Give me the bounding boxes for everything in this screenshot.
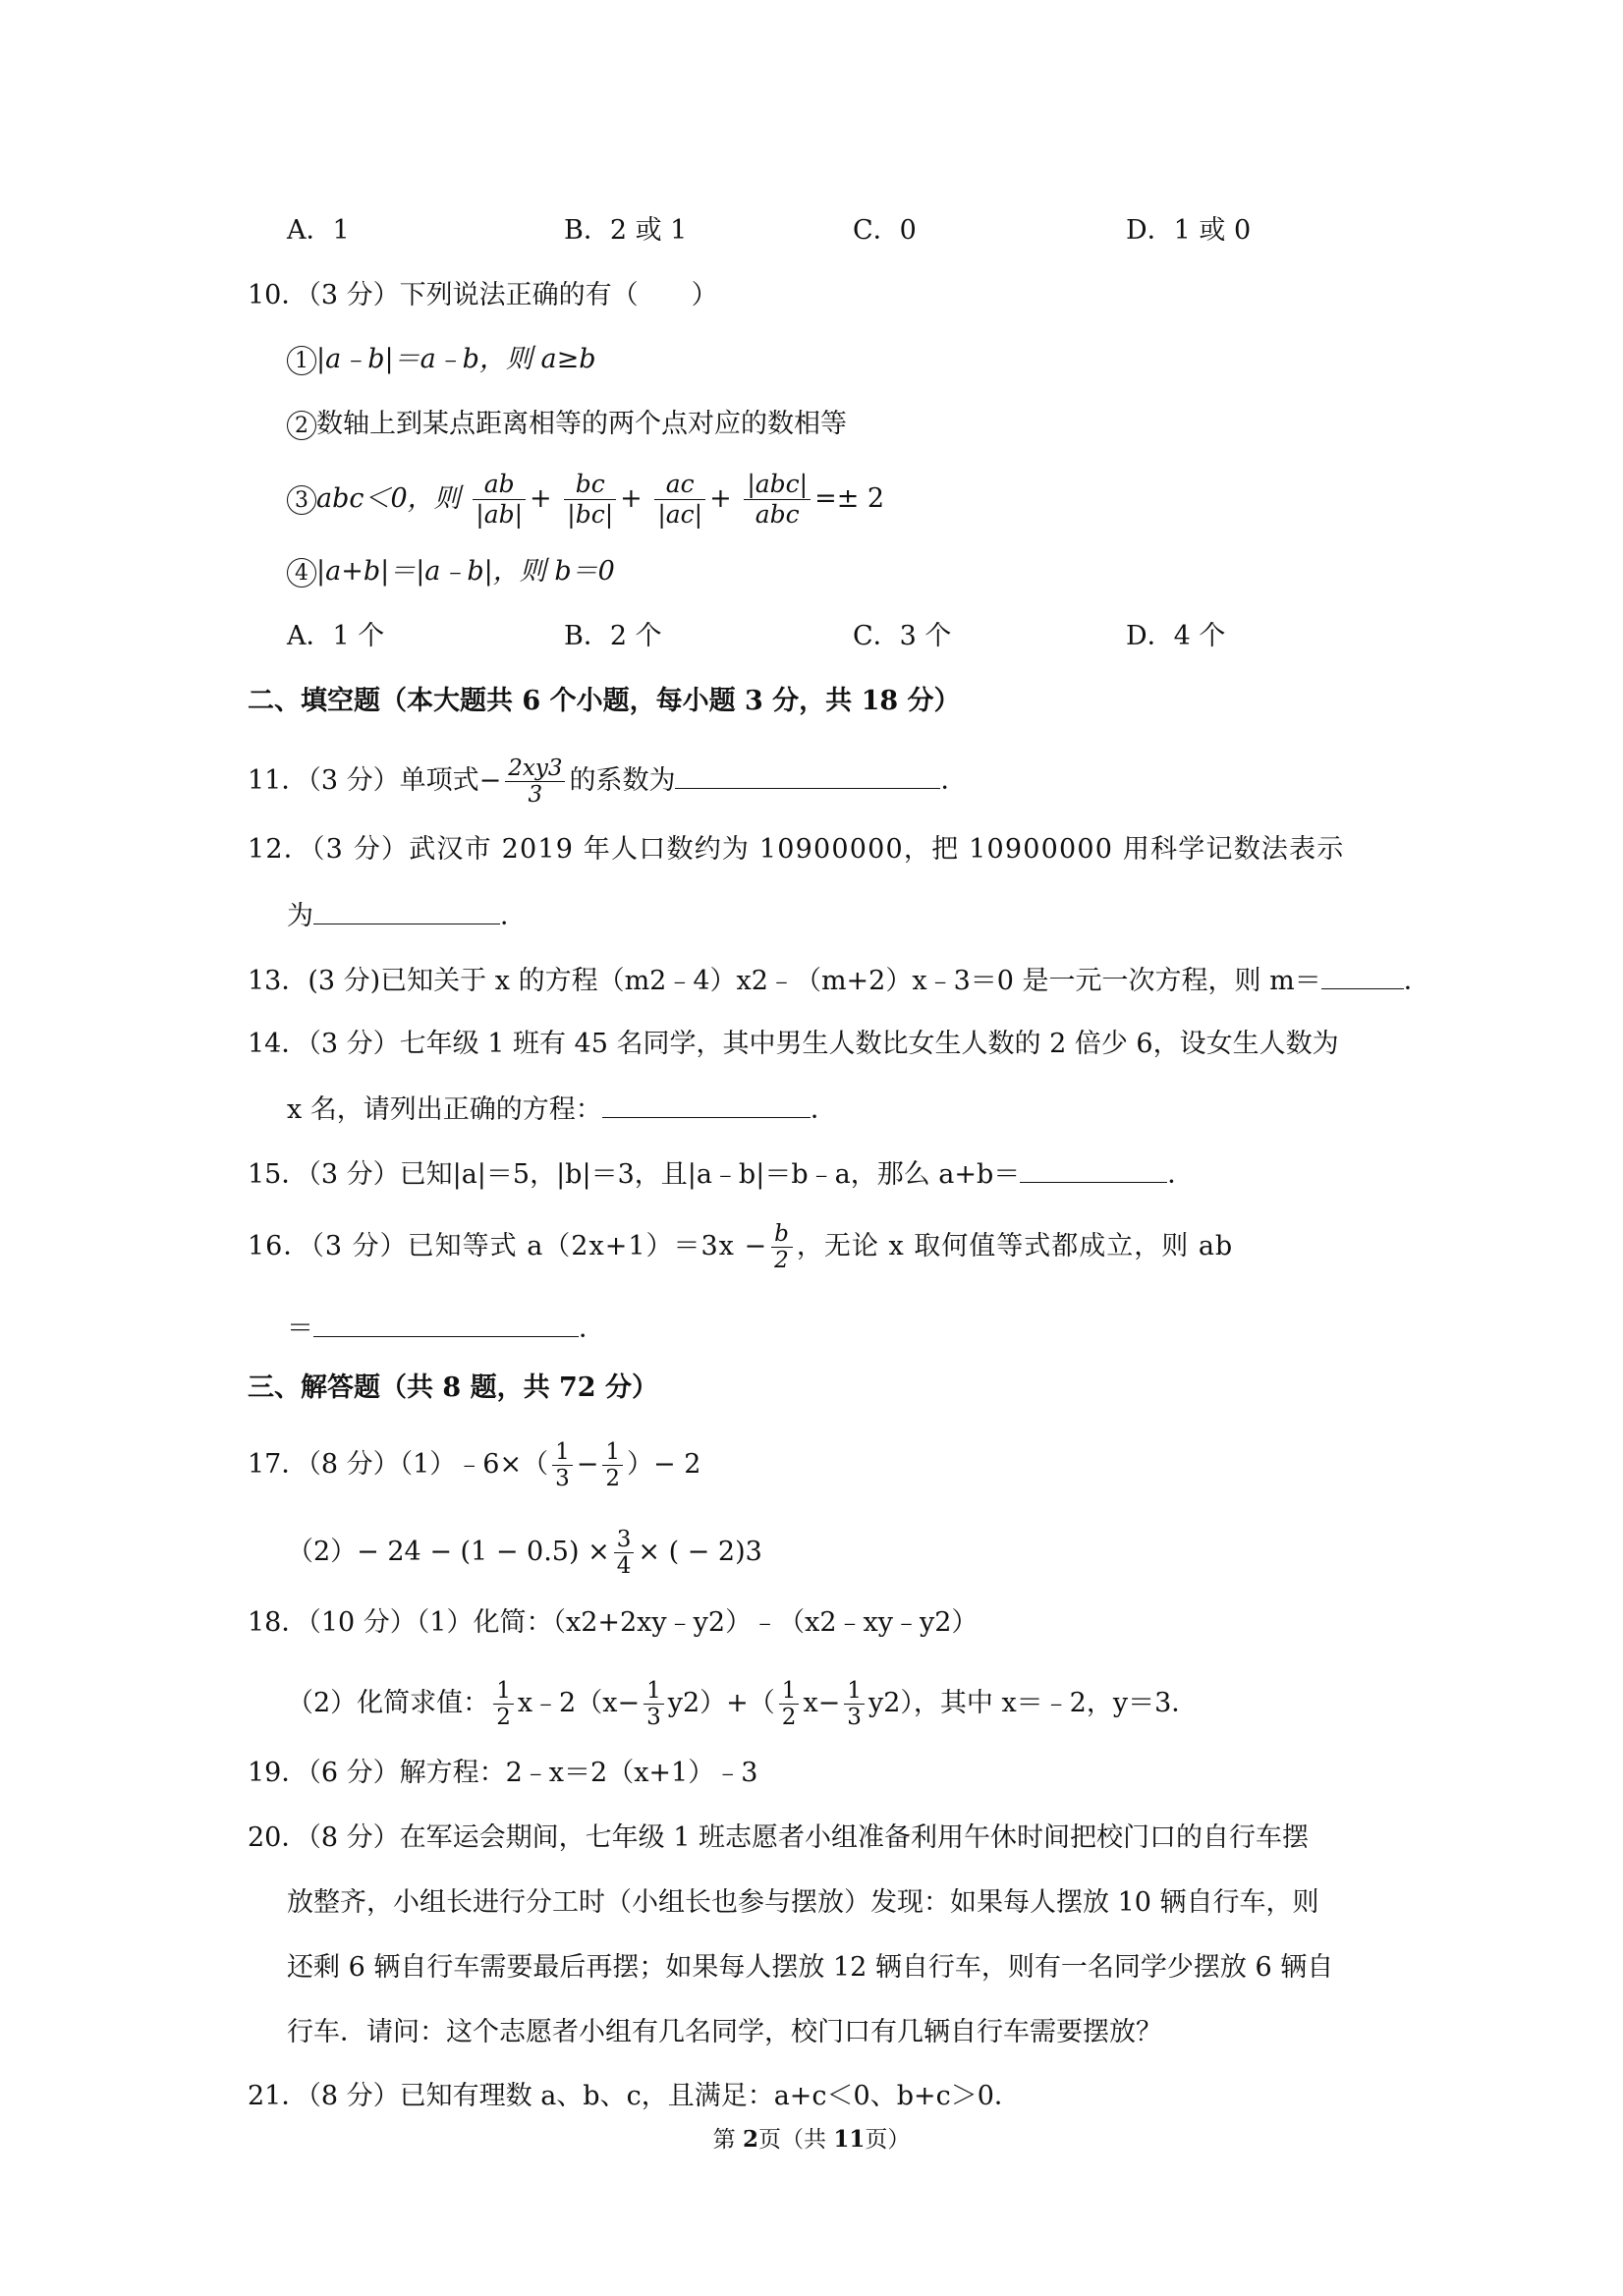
q20-line-1: 20．（8 分）在军运会期间，七年级 1 班志愿者小组准备利用午休时间把校门口的自行车摆 [248, 1822, 1309, 1853]
q16-line-2: ＝ ． [287, 1309, 605, 1349]
circled-number-1: 1 [287, 346, 316, 375]
q17-part-2: （2）− 24 − (1 − 0.5) × $\frac{3}{4}$ × ( − 2)3 [287, 1527, 762, 1579]
q18-part-2: （2）化简求值： $\frac{1}{2}$ x﹣2（x− $\frac{1}{3}$ y2）+（ $\frac{1}{2}$ x− $\frac{1}{3}$ y2），其中 x＝﹣2，y＝3． [287, 1678, 1199, 1730]
page-number: 2 [742, 2126, 758, 2153]
q18-part-1: 18．（10 分）（1）化简：（x2+2xy﹣y2）﹣（x2﹣xy﹣y2） [248, 1607, 979, 1638]
circled-number-2: 2 [287, 411, 316, 440]
fraction-1-over-3: $\frac{1}{3}$ [644, 1678, 664, 1730]
q15-answer-blank[interactable] [1020, 1154, 1167, 1183]
q14-line-2: x 名，请列出正确的方程： ． [287, 1090, 837, 1130]
q17-part-1: 17．（8 分）（1）﹣6×（ $\frac{1}{3}$ − $\frac{1}{2}$ ）− 2 [248, 1439, 701, 1491]
q9-option-b: B．2 或 1 [564, 215, 688, 246]
q10-option-a: A．1 个 [287, 621, 385, 651]
total-pages: 11 [833, 2126, 866, 2153]
q10-statement-1: 1 |a﹣b|＝a﹣b，则 a≥b [287, 340, 596, 379]
q14-answer-blank[interactable] [602, 1090, 811, 1118]
q11: 11．（3 分）单项式− $\frac{2xy3}{3}$ 的系数为 ． [248, 756, 968, 808]
q12-answer-blank[interactable] [313, 896, 500, 924]
fraction-3-over-4: $\frac{3}{4}$ [614, 1527, 635, 1579]
q20-line-2: 放整齐，小组长进行分工时（小组长也参与摆放）发现：如果每人摆放 10 辆自行车，则 [287, 1887, 1319, 1918]
circled-number-4: 4 [287, 558, 316, 588]
q21: 21．（8 分）已知有理数 a、b、c，且满足：a+c＜0、b+c＞0． [248, 2081, 1021, 2111]
q12-line-2: 为 ． [287, 896, 527, 936]
q20-line-3: 还剩 6 辆自行车需要最后再摆；如果每人摆放 12 辆自行车，则有一名同学少摆放 6 辆自 [287, 1952, 1334, 1983]
q20-line-4: 行车．请问：这个志愿者小组有几名同学，校门口有几辆自行车需要摆放？ [287, 2017, 1162, 2047]
q13: 13．(3 分)已知关于 x 的方程（m2﹣4）x2﹣（m+2）x﹣3＝0 是一元一次方程，则 m＝ ． [248, 961, 1430, 1001]
q16-line-1: 16．（3 分）已知等式 a（2x+1）＝3x − $\frac{b}{2}$ ，无论 x 取何值等式都成立，则 ab [248, 1221, 1234, 1273]
fraction-1-over-3: $\frac{1}{3}$ [552, 1439, 573, 1491]
q10-option-b: B．2 个 [564, 621, 662, 651]
fraction-2xy3-over-3: $\frac{2xy3}{3}$ [505, 756, 565, 808]
section-2-heading: 二、填空题（本大题共 6 个小题，每小题 3 分，共 18 分） [248, 686, 961, 716]
q10-statement-2: 2 数轴上到某点距离相等的两个点对应的数相等 [287, 405, 847, 444]
q9-option-c: C．0 [853, 215, 917, 246]
fraction-ab-over-abs-ab: $\frac{ab}{|ab|}$ [473, 470, 526, 530]
fraction-1-over-2: $\frac{1}{2}$ [493, 1678, 514, 1730]
q19: 19．（6 分）解方程：2﹣x＝2（x+1）﹣3 [248, 1758, 758, 1788]
q14-line-1: 14．（3 分）七年级 1 班有 45 名同学，其中男生人数比女生人数的 2 倍少 6，设女生人数为 [248, 1029, 1339, 1059]
circled-number-3: 3 [287, 485, 316, 515]
q10-statement-4: 4 |a+b|＝|a﹣b|，则 b＝0 [287, 552, 615, 591]
fraction-ac-over-abs-ac: $\frac{ac}{|ac|}$ [654, 470, 705, 530]
q10-option-d: D．4 个 [1126, 621, 1226, 651]
q11-answer-blank[interactable] [675, 760, 940, 789]
q10-stem: 10．（3 分）下列说法正确的有（ ） [248, 280, 718, 310]
q16-answer-blank[interactable] [313, 1309, 579, 1337]
page-footer: 第 2页（共 11页） [712, 2126, 911, 2153]
fraction-1-over-2: $\frac{1}{2}$ [779, 1678, 800, 1730]
q10-option-c: C．3 个 [853, 621, 952, 651]
q15: 15．（3 分）已知|a|＝5，|b|＝3，且|a﹣b|＝b﹣a，那么 a+b＝ ． [248, 1154, 1194, 1195]
q9-option-a: A．1 [287, 215, 350, 246]
q10-statement-3: 3 abc＜0，则 $\frac{ab}{|ab|}$ + $\frac{bc}{|bc|}$ + $\frac{ac}{|ac|}$ + |abc| abc =± 2 [287, 460, 884, 538]
q12-line-1: 12．（3 分）武汉市 2019 年人口数约为 10900000，把 10900000 用科学记数法表示 [248, 834, 1345, 865]
fraction-abs-abc-over-abc: |abc| abc [744, 470, 811, 530]
fraction-1-over-2: $\frac{1}{2}$ [602, 1439, 623, 1491]
fraction-bc-over-abs-bc: $\frac{bc}{|bc|}$ [564, 470, 616, 530]
q9-option-d: D．1 或 0 [1126, 215, 1252, 246]
q13-answer-blank[interactable] [1321, 961, 1404, 989]
section-3-heading: 三、解答题（共 8 题，共 72 分） [248, 1372, 658, 1403]
fraction-1-over-3: $\frac{1}{3}$ [844, 1678, 865, 1730]
fraction-b-over-2: $\frac{b}{2}$ [771, 1221, 793, 1273]
